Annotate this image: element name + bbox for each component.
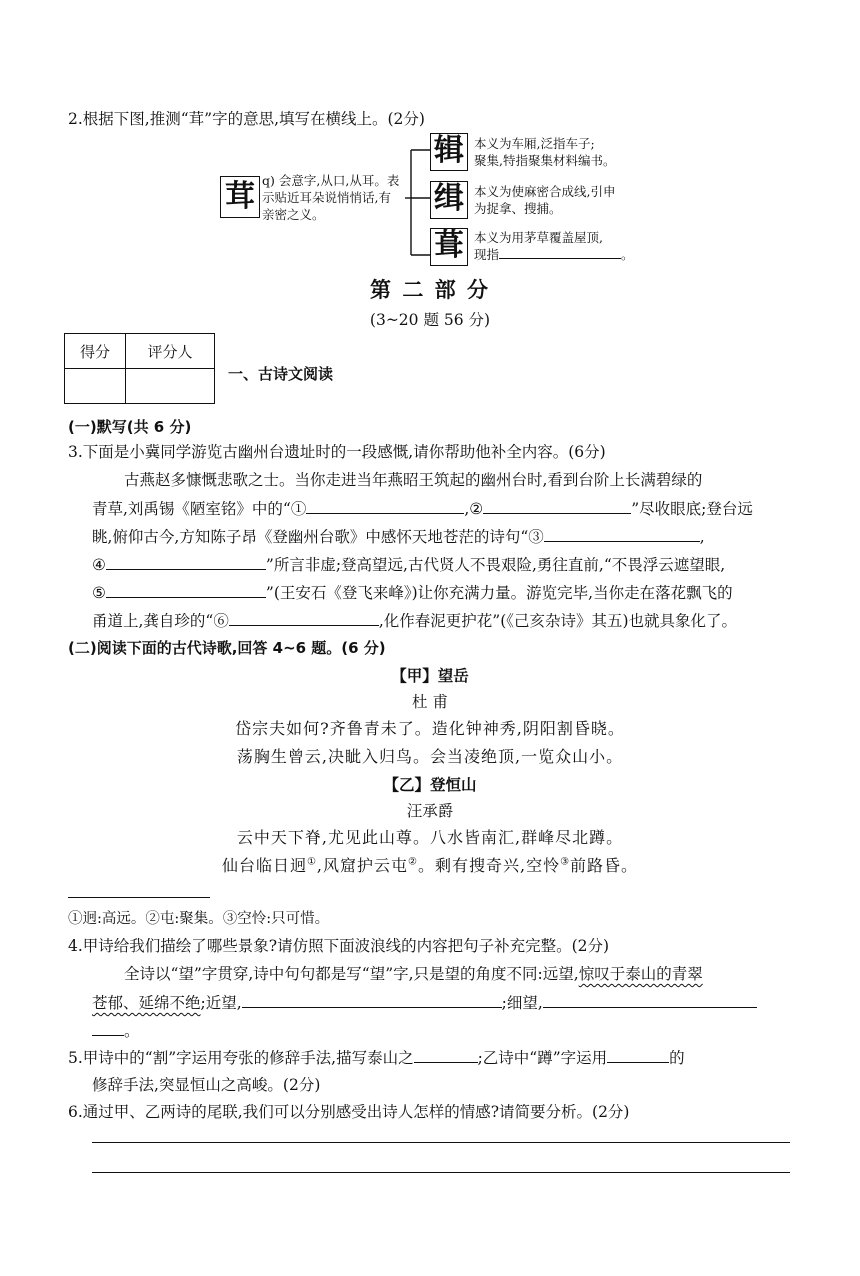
poem-b-line1: 云中天下脊,尤见此山尊。八水皆南汇,群峰尽北蹲。 — [236, 828, 624, 847]
q4-line1 — [124, 963, 703, 985]
q3-blank-3[interactable] — [544, 525, 700, 542]
item-char-rong-glyph: 葺 — [430, 228, 468, 266]
poem-a-title: 【甲】望岳 — [391, 667, 469, 685]
q3-line2 — [92, 497, 753, 520]
footnote-ref-2: ② — [408, 856, 418, 868]
q3-blank-5[interactable] — [106, 581, 266, 598]
q4-line2 — [92, 991, 757, 1014]
item-desc-qi-line1: 本义为使麻密合成线,引申 — [474, 184, 616, 199]
item-desc-rong-tail: 。 — [621, 247, 634, 262]
item-desc-ji-line1: 本义为车厢,泛指车子; — [474, 136, 595, 151]
main-desc-line1: 会意字,从口,从耳。表 — [278, 173, 400, 188]
sub2-title: (二)阅读下面的古代诗歌,回答 4~6 题。(6 分) — [68, 639, 386, 657]
q3-line4-b: ”所言非虚;登高望远,古代贤人不畏艰险,勇往直前,“不畏浮云遮望眼, — [265, 556, 726, 574]
score-header: 得分 — [65, 334, 126, 369]
item-desc-rong-line1: 本义为用茅草覆盖屋顶, — [474, 230, 603, 245]
q3-line3-a: 眺,俯仰古今,方知陈子昂《登幽州台歌》中感怀天地苍茫的诗句“③ — [92, 528, 544, 546]
q3-line5-a: ⑤ — [92, 584, 106, 602]
score-table — [64, 333, 215, 404]
section1-title: 一、古诗文阅读 — [228, 365, 334, 383]
q4-blank-continue[interactable] — [92, 1019, 124, 1036]
item-desc-ji-line2: 聚集,特指聚集材料编书。 — [474, 153, 616, 168]
main-desc-line2: 示贴近耳朵说悄悄话,有 — [262, 190, 391, 205]
q3-line2-c: ”尽收眼底;登台远 — [631, 500, 753, 518]
q6-answer-line-2[interactable] — [92, 1172, 790, 1173]
sub1-title: (一)默写(共 6 分) — [68, 418, 192, 436]
q5-line1-a: 5.甲诗中的“割”字运用夸张的修辞手法,描写泰山之 — [68, 1049, 414, 1067]
footnotes: ①迥:高远。②屯:聚集。③空怜:只可惜。 — [68, 911, 330, 927]
grader-header: 评分人 — [126, 334, 215, 369]
poem-b-line2-d: 前路昏。 — [570, 856, 639, 875]
poem-b-title: 【乙】登恒山 — [383, 776, 477, 794]
q4-line2-detail: ;细望, — [501, 994, 543, 1012]
q3-line6-b: ,化作春泥更护花”(《己亥杂诗》其五)也就具象化了。 — [378, 612, 738, 630]
q3-line1: 古燕赵多慷慨悲歌之士。当你走进当年燕昭王筑起的幽州台时,看到台阶上长满碧绿的 — [124, 471, 703, 489]
q3-line2-a: 青草,刘禹锡《陋室铭》中的“① — [92, 500, 307, 518]
item-desc-rong — [474, 229, 634, 263]
grader-cell[interactable] — [126, 369, 215, 404]
score-cell[interactable] — [65, 369, 126, 404]
poem-a-line1: 岱宗夫如何?齐鲁青未了。造化钟神秀,阴阳割昏晓。 — [235, 719, 625, 738]
part2-subtitle: (3~20 题 56 分) — [369, 311, 491, 329]
q3-line4-a: ④ — [92, 556, 106, 574]
q2-answer-blank[interactable] — [499, 246, 621, 259]
q3-line3 — [92, 525, 705, 548]
poem-b-line2-b: ,风窟护云屯 — [316, 856, 409, 875]
q5-line1 — [68, 1046, 685, 1069]
item-desc-ji — [474, 135, 615, 169]
poem-a-line2: 荡胸生曾云,决眦入归鸟。会当凌绝顶,一览众山小。 — [236, 747, 624, 766]
main-char-icon-text: q) — [262, 173, 275, 188]
q3-blank-2[interactable] — [483, 497, 631, 514]
q3-blank-4[interactable] — [106, 553, 266, 570]
q3-blank-1[interactable] — [306, 497, 464, 514]
main-char-glyph: 茸 — [220, 176, 260, 218]
item-desc-rong-line2: 现指 — [474, 247, 500, 262]
q3-stem: 3.下面是小冀同学游览古幽州台遗址时的一段感慨,请你帮助他补全内容。(6分) — [68, 443, 606, 461]
q5-line2: 修辞手法,突显恒山之高峻。(2分) — [92, 1076, 321, 1094]
q4-example-wavy-1: 惊叹于泰山的青翠 — [578, 965, 703, 983]
q4-blank-detail[interactable] — [543, 991, 757, 1008]
poem-b-line2 — [0, 853, 860, 876]
q4-line3 — [92, 1019, 140, 1042]
poem-a-author: 杜 甫 — [412, 693, 448, 711]
footnote-ref-1: ① — [306, 856, 317, 868]
q3-line6-a: 甬道上,龚自珍的“⑥ — [92, 612, 229, 630]
q3-line5-b: ”(王安石《登飞来峰》)让你充满力量。游览完毕,当你走在落花飘飞的 — [265, 584, 733, 602]
poem-b-line2-c: 。剩有搜奇兴,空怜 — [417, 856, 561, 875]
q4-line1-a: 全诗以“望”字贯穿,诗中句句都是写“望”字,只是望的角度不同:远望, — [124, 965, 579, 983]
main-desc-line3: 亲密之义。 — [262, 207, 325, 222]
item-char-qi-glyph: 缉 — [430, 181, 468, 219]
q3-line4 — [92, 553, 725, 576]
part2-title: 第 二 部 分 — [370, 278, 490, 302]
q4-blank-near[interactable] — [242, 991, 502, 1008]
q6-answer-line-1[interactable] — [92, 1142, 790, 1143]
q4-stem: 4.甲诗给我们描绘了哪些景象?请仿照下面波浪线的内容把句子补充完整。(2分) — [68, 937, 610, 955]
q5-blank-2[interactable] — [607, 1046, 669, 1063]
q3-line3-b: , — [699, 528, 705, 546]
q3-blank-6[interactable] — [229, 609, 379, 626]
poem-b-author: 汪承爵 — [406, 802, 454, 820]
q5-line1-c: 的 — [669, 1049, 685, 1067]
q3-line6 — [92, 609, 737, 632]
q4-line2-near: ;近望, — [200, 994, 242, 1012]
item-char-ji-glyph: 辑 — [430, 133, 468, 171]
q4-example-wavy-2: 苍郁、延绵不绝 — [92, 994, 201, 1012]
q5-blank-1[interactable] — [414, 1046, 478, 1063]
q4-line3-end: 。 — [124, 1022, 140, 1040]
main-char-desc — [262, 172, 399, 223]
q2-stem: 2.根据下图,推测“茸”字的意思,填写在横线上。(2分) — [68, 110, 425, 128]
footnote-divider — [68, 897, 210, 898]
q3-line5 — [92, 581, 733, 604]
q3-line2-b: ,② — [464, 500, 484, 518]
item-desc-qi-line2: 为捉拿、搜捕。 — [474, 201, 562, 216]
q5-line1-b: ;乙诗中“蹲”字运用 — [477, 1049, 608, 1067]
poem-b-line2-a: 仙台临日迥 — [221, 856, 307, 875]
q6-stem: 6.通过甲、乙两诗的尾联,我们可以分别感受出诗人怎样的情感?请简要分析。(2分) — [68, 1103, 630, 1121]
footnote-ref-3: ③ — [560, 856, 571, 868]
item-desc-qi — [474, 183, 615, 217]
